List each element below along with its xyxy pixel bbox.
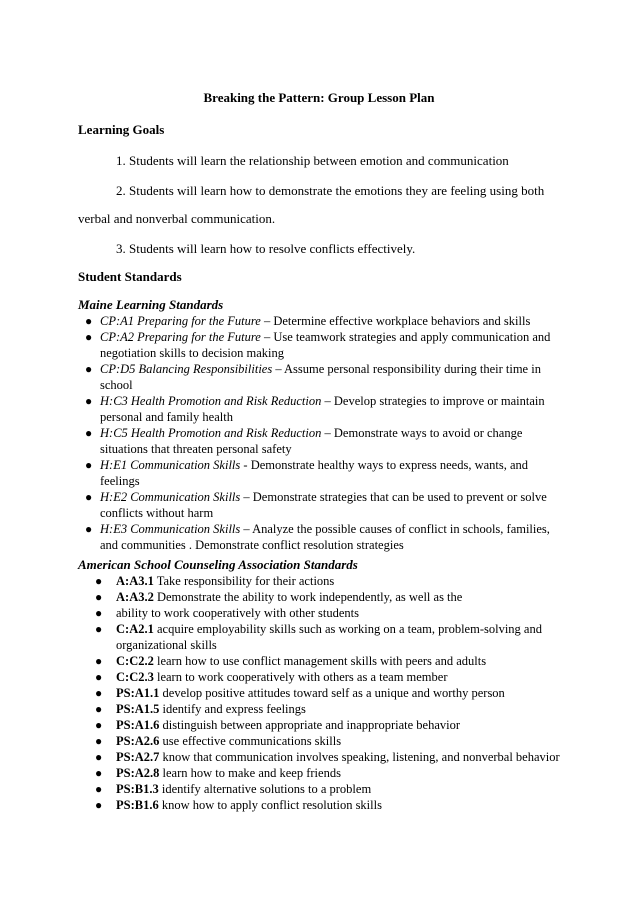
standard-separator: – — [240, 522, 253, 536]
goal-3: 3. Students will learn how to resolve conflicts effectively. — [116, 241, 416, 256]
bullet-icon: ● — [95, 750, 103, 764]
standard-text: identify and express feelings — [159, 702, 306, 716]
bullet-icon: ● — [95, 702, 103, 716]
list-item — [95, 621, 562, 653]
standard-text: learn how to use conflict management skills with peers and adults — [153, 654, 487, 668]
standard-code: PS:B1.3 — [116, 782, 159, 796]
list-item — [95, 701, 562, 717]
asca-standards-list — [95, 573, 562, 813]
standard-code: PS:A1.5 — [116, 702, 160, 716]
bullet-icon: ● — [95, 622, 103, 636]
bullet-icon: ● — [95, 766, 103, 780]
bullet-icon: ● — [95, 590, 103, 604]
standard-code: C:C2.3 — [116, 670, 154, 684]
asca-standards-heading: American School Counseling Association Standards — [78, 557, 358, 572]
maine-standards-heading: Maine Learning Standards — [78, 297, 224, 312]
bullet-icon: ● — [95, 718, 103, 732]
standard-code: CP:A2 Preparing for the Future — [100, 330, 261, 344]
standard-separator: – — [272, 362, 285, 376]
standard-text: Analyze the possible causes of conflict in schools, families, and communities . Demonstrate conflict resolution strategies — [100, 522, 550, 552]
standard-text: Demonstrate strategies that can be used to prevent or solve conflicts without harm — [100, 490, 547, 520]
list-item — [95, 781, 562, 797]
standard-separator: – — [260, 314, 274, 328]
standard-text: acquire employability skills such as working on a team, problem-solving and organizational skills — [116, 622, 542, 652]
bullet-icon: ● — [85, 362, 93, 376]
bullet-icon: ● — [85, 394, 93, 408]
list-item — [85, 393, 562, 425]
standard-text: Assume personal responsibility during their time in school — [100, 362, 541, 392]
maine-standards-list — [85, 313, 562, 553]
standard-text: know that communication involves speaking, listening, and nonverbal behavior — [159, 750, 560, 764]
standard-code: PS:A2.6 — [116, 734, 160, 748]
standard-text: Demonstrate ways to avoid or change situations that threaten personal safety — [100, 426, 523, 456]
standard-text: Determine effective workplace behaviors and skills — [273, 314, 531, 328]
list-item — [85, 457, 562, 489]
list-item — [95, 685, 562, 701]
standard-text: Develop strategies to improve or maintain personal and family health — [100, 394, 545, 424]
list-item — [95, 749, 562, 765]
list-item — [85, 521, 562, 553]
standard-code: H:C5 Health Promotion and Risk Reduction — [100, 426, 322, 440]
list-item — [85, 313, 562, 329]
list-item — [95, 669, 562, 685]
standard-text: identify alternative solutions to a problem — [158, 782, 372, 796]
standard-separator: – — [321, 394, 334, 408]
standard-code: A:A3.2 — [116, 590, 154, 604]
standard-code: H:E2 Communication Skills — [100, 490, 241, 504]
standard-separator: - — [240, 458, 251, 472]
standard-code: PS:A2.7 — [116, 750, 160, 764]
bullet-icon: ● — [95, 782, 103, 796]
student-standards-heading: Student Standards — [78, 269, 182, 284]
standard-text: learn to work cooperatively with others as a team member — [153, 670, 448, 684]
standard-separator: – — [240, 490, 253, 504]
bullet-icon: ● — [95, 606, 103, 620]
standard-text: ability to work cooperatively with other students — [116, 606, 360, 620]
list-item — [95, 797, 562, 813]
standard-text: develop positive attitudes toward self as a unique and worthy person — [159, 686, 505, 700]
list-item — [85, 489, 562, 521]
standard-code: H:C3 Health Promotion and Risk Reduction — [100, 394, 322, 408]
list-item — [85, 425, 562, 457]
bullet-icon: ● — [85, 490, 93, 504]
list-item — [95, 733, 562, 749]
standard-code: PS:A1.1 — [116, 686, 160, 700]
learning-goals-heading: Learning Goals — [78, 122, 165, 137]
standard-text: learn how to make and keep friends — [159, 766, 341, 780]
list-item — [85, 361, 562, 393]
list-item — [95, 653, 562, 669]
standard-code: H:E1 Communication Skills — [100, 458, 241, 472]
page-title: Breaking the Pattern: Group Lesson Plan — [203, 90, 435, 105]
list-item — [95, 573, 562, 589]
standard-separator: – — [321, 426, 334, 440]
standard-code: A:A3.1 — [116, 574, 154, 588]
bullet-icon: ● — [85, 458, 93, 472]
standard-text: Demonstrate the ability to work independently, as well as the — [153, 590, 463, 604]
bullet-icon: ● — [95, 686, 103, 700]
standard-code: PS:A1.6 — [116, 718, 160, 732]
bullet-icon: ● — [95, 574, 103, 588]
standard-code: H:E3 Communication Skills — [100, 522, 241, 536]
standard-text: distinguish between appropriate and inappropriate behavior — [159, 718, 461, 732]
bullet-icon: ● — [95, 654, 103, 668]
standard-code: C:A2.1 — [116, 622, 154, 636]
bullet-icon: ● — [95, 734, 103, 748]
bullet-icon: ● — [85, 522, 93, 536]
standard-code: C:C2.2 — [116, 654, 154, 668]
bullet-icon: ● — [95, 798, 103, 812]
standard-code: CP:D5 Balancing Responsibilities — [100, 362, 273, 376]
standard-code: PS:A2.8 — [116, 766, 160, 780]
standard-code: PS:B1.6 — [116, 798, 159, 812]
list-item — [95, 717, 562, 733]
standard-text: use effective communications skills — [159, 734, 342, 748]
list-item — [95, 589, 562, 605]
bullet-icon: ● — [95, 670, 103, 684]
standard-separator: – — [260, 330, 274, 344]
list-item — [95, 765, 562, 781]
list-item — [95, 605, 562, 621]
goal-1: 1. Students will learn the relationship between emotion and communication — [116, 153, 509, 168]
standard-code: CP:A1 Preparing for the Future — [100, 314, 261, 328]
goal-2-line-1: 2. Students will learn how to demonstrate the emotions they are feeling using both — [116, 183, 545, 198]
list-item — [85, 329, 562, 361]
bullet-icon: ● — [85, 330, 93, 344]
goal-2-line-2: verbal and nonverbal communication. — [78, 211, 276, 226]
standard-text: Demonstrate healthy ways to express needs, wants, and feelings — [100, 458, 529, 488]
standard-text: Use teamwork strategies and apply communication and negotiation skills to decision making — [100, 330, 551, 360]
standard-text: know how to apply conflict resolution skills — [158, 798, 382, 812]
bullet-icon: ● — [85, 426, 93, 440]
standard-text: Take responsibility for their actions — [153, 574, 335, 588]
bullet-icon: ● — [85, 314, 93, 328]
